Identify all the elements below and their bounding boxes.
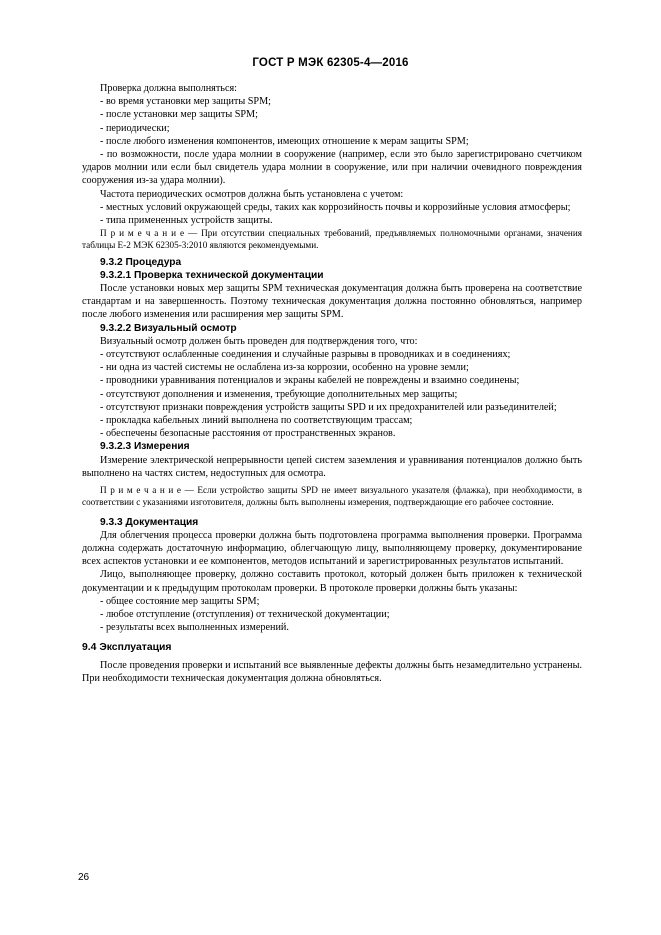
list-item: - во время установки мер защиты SPM; — [100, 96, 271, 108]
list-item: - отсутствуют дополнения и изменения, требующие дополнительных мер защиты; — [100, 388, 458, 400]
list-item: - после установки мер защиты SPM; — [100, 109, 258, 121]
document-body — [82, 82, 582, 685]
body-paragraph: Измерение электрической непрерывности цепей систем заземления и уравнивания потенциалов должно быть выполнено на частях систем, недоступных для осмотра. — [82, 454, 582, 479]
body-paragraph: После проведения проверки и испытаний все выявленные дефекты должны быть незамедлительно устранены. При необходимости техническая документация должна обновляться. — [82, 659, 582, 684]
list-item: - по возможности, после удара молнии в сооружение (например, если это было зарегистрировано счетчиком ударов молнии или если был свидетель удара молнии в сооружение, или при наличии очевидного повреждения сооружения из-за удара молнии). — [82, 149, 582, 187]
list-item: - результаты всех выполненных измерений. — [100, 622, 289, 634]
list-item: - прокладка кабельных линий выполнена по соответствующим трассам; — [100, 415, 413, 427]
list-item: - периодически; — [100, 122, 170, 134]
list-item: - ни одна из частей системы не ослаблена из-за коррозии, особенно на уровне земли; — [100, 362, 469, 374]
body-paragraph: Частота периодических осмотров должна быть установлена с учетом: — [100, 188, 404, 200]
note-paragraph: П р и м е ч а н и е — При отсутствии специальных требований, предъявляемых полномочными органами, значения таблицы Е-2 МЭК 62305-3:2010 являются рекомендуемыми. — [82, 228, 582, 251]
list-item: - отсутствуют признаки повреждения устройств защиты SPD и их предохранителей или разъединителей; — [100, 401, 557, 413]
list-item: - проводники уравнивания потенциалов и экраны кабелей не повреждены и взаимно соединены; — [100, 375, 520, 387]
page-number: 26 — [78, 872, 90, 883]
body-paragraph: Визуальный осмотр должен быть проведен для подтверждения того, что: — [100, 335, 418, 347]
list-item: - отсутствуют ослабленные соединения и случайные разрывы в проводниках и в соединениях; — [100, 349, 511, 361]
list-item: - общее состояние мер защиты SPM; — [100, 595, 260, 607]
list-item: - местных условий окружающей среды, таких как коррозийность почвы и коррозийные условия атмосферы; — [100, 201, 571, 213]
list-item: - любое отступление (отступления) от технической документации; — [100, 608, 390, 620]
list-item: - обеспечены безопасные расстояния от пространственных экранов. — [100, 428, 396, 440]
section-heading: 9.3.2.3 Измерения — [100, 441, 190, 453]
list-item: - типа примененных устройств защиты. — [100, 215, 273, 227]
page-header: ГОСТ Р МЭК 62305-4—2016 — [252, 57, 409, 69]
body-paragraph: Лицо, выполняющее проверку, должно составить протокол, который должен быть приложен к технической документации и к предыдущим протоколам проверки. В протоколе проверки должны быть указаны: — [82, 569, 582, 594]
section-heading: 9.3.2 Процедура — [100, 256, 182, 268]
paragraph-spacer — [82, 509, 582, 516]
body-paragraph: После установки новых мер защиты SPM техническая документация должна быть проверена на соответствие стандартам и на завершенность. Поэтому техническая документация должна постоянно обновляться, например после любого изменения или расширения мер защиты SPM. — [82, 283, 582, 321]
list-item: - после любого изменения компонентов, имеющих отношение к мерам защиты SPM; — [100, 135, 469, 147]
body-paragraph: Для облегчения процесса проверки должна быть подготовлена программа выполнения проверки. Программа должна содержать достаточную информацию, облегчающую лицу, выполняющему проверку, документирование всех аспектов установки и ее компонентов, методов испытаний и зарегистрированных результатов испытаний. — [82, 529, 582, 568]
body-paragraph: Проверка должна выполняться: — [100, 83, 237, 94]
section-heading: 9.3.2.2 Визуальный осмотр — [100, 322, 237, 334]
section-heading: 9.3.3 Документация — [100, 516, 199, 528]
note-paragraph: П р и м е ч а н и е — Если устройство защиты SPD не имеет визуального указателя (флажка), при необходимости, в соответствии с указаниями изготовителя, должны быть выполнены измерения, подтверждающие его рабочее состояние. — [82, 485, 582, 508]
section-heading: 9.4 Эксплуатация — [82, 642, 172, 654]
paragraph-spacer — [82, 634, 582, 641]
section-heading: 9.3.2.1 Проверка технической документации — [100, 269, 324, 281]
